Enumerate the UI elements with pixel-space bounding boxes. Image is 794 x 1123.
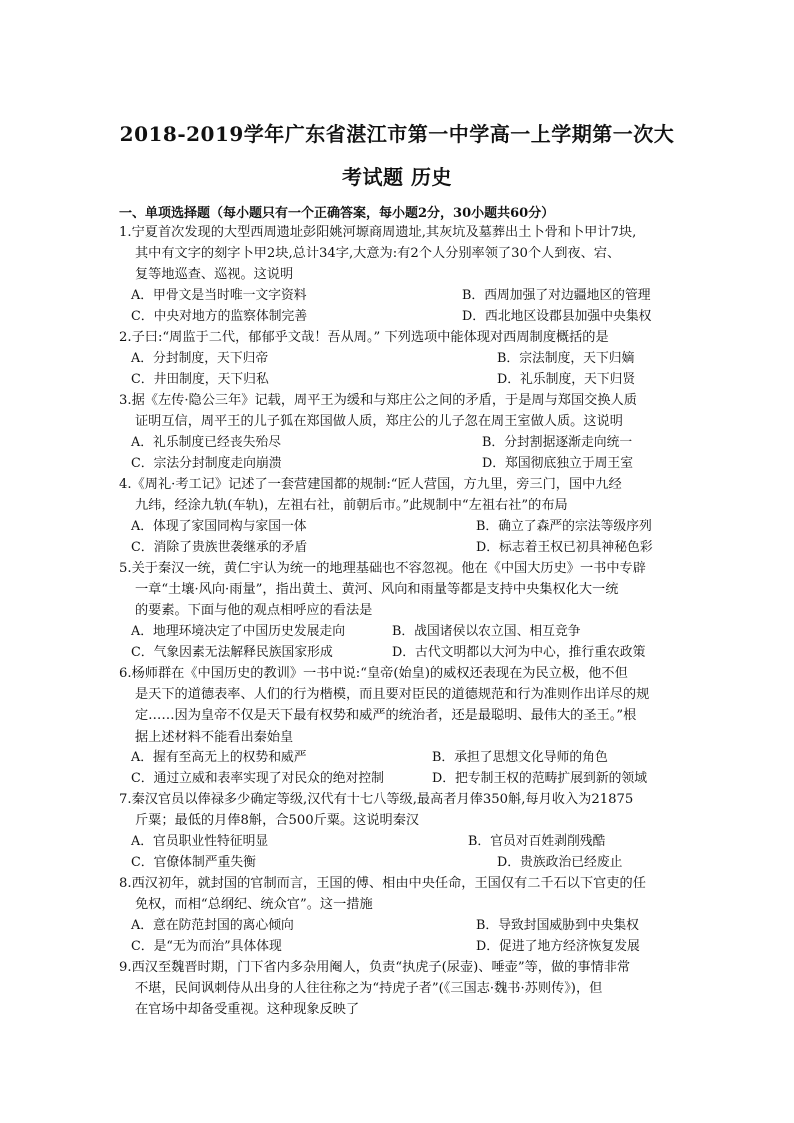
question-1 — [119, 222, 679, 286]
option-c[interactable]: C．中央对地方的监察体制完善 — [131, 309, 308, 324]
question-6-line: 定……因为皇帝不仅是天下最有权势和威严的统治者，还是最聪明、最伟大的圣王。”根 — [135, 708, 637, 724]
option-d[interactable]: D．礼乐制度，天下归贤 — [497, 372, 636, 387]
option-b[interactable]: B．战国诸侯以农立国、相互竞争 — [392, 624, 581, 639]
option-a[interactable]: A．意在防范封国的离心倾向 — [131, 918, 294, 933]
question-1-line: 复等地巡查、巡视。这说明 — [135, 267, 294, 283]
section-heading: 一、单项选择题（每小题只有一个正确答案，每小题2分，30小题共60分） — [119, 206, 555, 221]
option-c[interactable]: C．井田制度，天下归私 — [131, 372, 269, 387]
question-9 — [119, 957, 679, 1021]
option-a[interactable]: A．礼乐制度已经丧失殆尽 — [131, 435, 282, 450]
question-5 — [119, 558, 679, 622]
question-4-line: 九纬，经涂九轨(车轨)，左祖右社，前朝后市。”此规制中“左祖右社”的布局 — [135, 498, 568, 514]
option-b[interactable]: B．官员对百姓剥削残酷 — [468, 834, 606, 849]
question-8-line: 8.西汉初年，就封国的官制而言，王国的傅、相由中央任命，王国仅有二千石以下官吏的任 — [119, 876, 646, 891]
exam-title-line-2: 考试题 历史 — [342, 165, 452, 189]
question-9-line: 在官场中却备受重视。这种现象反映了 — [135, 1002, 360, 1018]
question-3-line: 证明互信，周平王的儿子狐在郑国做人质，郑庄公的儿子忽在周王室做人质。这说明 — [135, 414, 623, 430]
option-c[interactable]: C．通过立威和表率实现了对民众的绝对控制 — [131, 771, 384, 786]
option-b[interactable]: B．导致封国威胁到中央集权 — [476, 918, 639, 933]
question-4-line: 4.《周礼·考工记》记述了一套营建国都的规制:“匠人营国，方九里，旁三门，国中九经 — [119, 477, 622, 492]
question-6-line: 是天下的道德表率、人们的行为楷模，而且要对臣民的道德规范和行为准则作出详尽的规 — [135, 687, 650, 703]
option-b[interactable]: B．宗法制度，天下归嫡 — [497, 351, 635, 366]
question-6 — [119, 663, 679, 748]
question-5-line: 的要素。下面与他的观点相呼应的看法是 — [135, 603, 373, 619]
option-a[interactable]: A．官员职业性特征明显 — [131, 834, 269, 849]
question-9-line: 9.西汉至魏晋时期，门下省内多杂用阉人，负责“执虎子(尿壶)、唾壶”等，做的事情非常 — [119, 960, 631, 975]
question-3-line: 3.据《左传·隐公三年》记载，周平王为缓和与郑庄公之间的矛盾，于是周与郑国交换人质 — [119, 393, 637, 408]
option-c[interactable]: C．是“无为而治”具体体现 — [131, 939, 282, 954]
option-b[interactable]: B．确立了森严的宗法等级序列 — [476, 519, 652, 534]
option-b[interactable]: B．分封割据逐渐走向统一 — [482, 435, 633, 450]
question-1-line: 1.宁夏首次发现的大型西周遗址彭阳姚河塬商周遗址,其灰坑及墓葬出土卜骨和卜甲计7块, — [119, 225, 637, 240]
option-b[interactable]: B．承担了思想文化导师的角色 — [432, 750, 608, 765]
question-5-line: 5.关于秦汉一统，黄仁宇认为统一的地理基础也不容忽视。他在《中国大历史》一书中专辟 — [119, 561, 646, 576]
option-b[interactable]: B．西周加强了对边疆地区的管理 — [462, 288, 651, 303]
option-a[interactable]: A．地理环境决定了中国历史发展走向 — [131, 624, 345, 639]
question-8 — [119, 873, 679, 915]
question-6-line: 据上述材料不能看出秦始皇 — [135, 729, 294, 745]
option-d[interactable]: D．促进了地方经济恢复发展 — [476, 939, 640, 954]
option-a[interactable]: A．体现了家国同构与家国一体 — [131, 519, 307, 534]
question-1-line: 其中有文字的刻字卜甲2块,总计34字,大意为:有2个人分别率领了30个人到夜、宕、 — [135, 246, 621, 262]
option-c[interactable]: C．消除了贵族世袭继承的矛盾 — [131, 540, 308, 555]
question-6-line: 6.杨师群在《中国历史的教训》一书中说:“皇帝(始皇)的威权还表现在为民立极，他不但 — [119, 666, 628, 681]
option-d[interactable]: D．标志着王权已初具神秘色彩 — [476, 540, 653, 555]
option-c[interactable]: C．气象因素无法解释民族国家形成 — [131, 645, 333, 660]
question-7 — [119, 789, 679, 831]
option-a[interactable]: A．分封制度，天下归帝 — [131, 351, 269, 366]
question-2 — [119, 327, 679, 348]
question-3 — [119, 390, 679, 432]
question-8-line: 免权，而相“总纲纪、统众官”。这一措施 — [135, 897, 373, 913]
question-7-line: 7.秦汉官员以俸禄多少确定等级,汉代有十七八等级,最高者月俸350斛,每月收入为21875 — [119, 792, 634, 807]
exam-title-line-1: 2018-2019学年广东省湛江市第一中学高一上学期第一次大 — [119, 122, 675, 146]
option-a[interactable]: A．握有至高无上的权势和威严 — [131, 750, 307, 765]
option-a[interactable]: A．甲骨文是当时唯一文字资料 — [131, 288, 307, 303]
question-7-line: 斤粟；最低的月俸8斛，合500斤粟。这说明秦汉 — [135, 813, 420, 829]
option-d[interactable]: D．把专制王权的范畴扩展到新的领域 — [432, 771, 648, 786]
question-2-line: 2.子曰:“周监于二代，郁郁乎文哉！吾从周。” 下列选项中能体现对西周制度概括的是 — [119, 330, 609, 345]
question-4 — [119, 474, 679, 516]
option-d[interactable]: D．西北地区设郡县加强中央集权 — [462, 309, 652, 324]
option-c[interactable]: C．官僚体制严重失衡 — [131, 855, 256, 870]
option-c[interactable]: C．宗法分封制度走向崩溃 — [131, 456, 282, 471]
question-5-line: 一章“土壤·风向·雨量”，指出黄土、黄河、风向和雨量等都是支持中央集权化大一统 — [135, 582, 619, 598]
question-9-line: 不堪，民间讽刺侍从出身的人往往称之为“持虎子者”(《三国志·魏书·苏则传》)，但 — [135, 981, 603, 997]
option-d[interactable]: D．郑国彻底独立于周王室 — [482, 456, 634, 471]
option-d[interactable]: D．贵族政治已经废止 — [497, 855, 623, 870]
option-d[interactable]: D．古代文明都以大河为中心，推行重农政策 — [392, 645, 646, 660]
